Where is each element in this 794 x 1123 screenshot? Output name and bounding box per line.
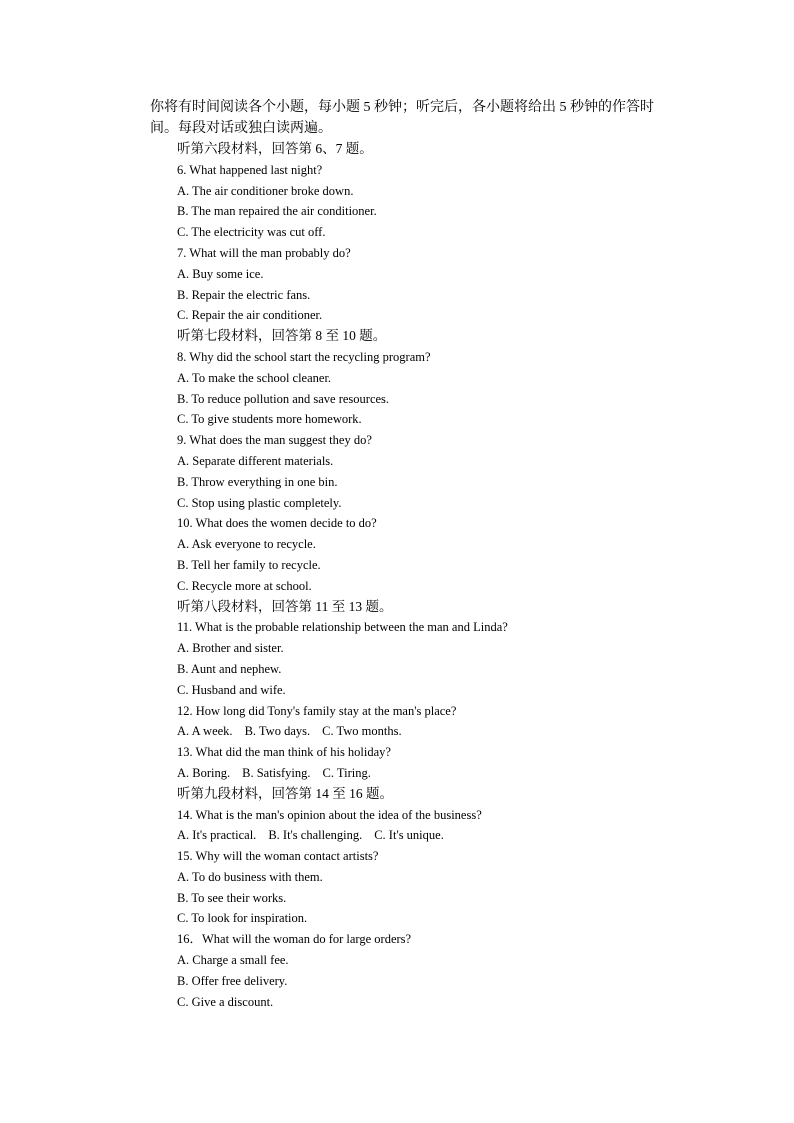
answer-option: C. Husband and wife. [177,682,286,697]
answer-option: B. Offer free delivery. [177,973,288,988]
section-heading: 听第九段材料，回答第 14 至 16 题。 [177,785,393,801]
question-text: 12. How long did Tony's family stay at the man's place? [177,703,457,718]
answer-option: C. Recycle more at school. [177,578,312,593]
answer-option: B. Throw everything in one bin. [177,474,338,489]
question-text: 13. What did the man think of his holiday? [177,745,391,760]
answer-option: C. Stop using plastic completely. [177,495,342,510]
answer-option: B. Tell her family to recycle. [177,557,321,572]
answer-option: B. It's challenging. [268,828,363,843]
question-text: 16．What will the woman do for large orders? [177,932,412,947]
answer-options-row [177,825,717,846]
question-text: 7. What will the man probably do? [177,245,351,260]
answer-option: A. Charge a small fee. [177,953,289,968]
answer-option: A. Ask everyone to recycle. [177,537,316,552]
answer-option: C. Tiring. [322,765,371,780]
answer-option: B. To see their works. [177,890,287,905]
question-text: 11. What is the probable relationship between the man and Linda? [177,620,508,635]
question-list [177,139,717,1012]
answer-option: B. Repair the electric fans. [177,287,311,302]
answer-option: C. The electricity was cut off. [177,225,326,240]
answer-option: A. Buy some ice. [177,266,264,281]
answer-option: C. It's unique. [374,828,444,843]
answer-option: C. To look for inspiration. [177,911,308,926]
section-heading: 听第七段材料，回答第 8 至 10 题。 [177,328,387,344]
answer-option: A. The air conditioner broke down. [177,183,354,198]
answer-option: A. A week. [177,724,233,739]
answer-option: B. Aunt and nephew. [177,661,282,676]
answer-option: C. Repair the air conditioner. [177,308,323,323]
answer-option: C. Two months. [322,724,402,739]
answer-option: B. To reduce pollution and save resources. [177,391,390,406]
section-heading: 听第六段材料，回答第 6、7 题。 [177,141,373,156]
answer-option: C. Give a discount. [177,994,274,1009]
question-text: 6. What happened last night? [177,162,323,177]
question-text: 14. What is the man's opinion about the idea of the business? [177,807,482,822]
answer-option: A. Brother and sister. [177,641,284,656]
answer-options-row [177,763,717,784]
answer-option: A. To make the school cleaner. [177,370,332,385]
answer-option: A. To do business with them. [177,869,323,884]
answer-options-row [177,721,717,742]
answer-option: A. Boring. [177,765,231,780]
instructions-paragraph: 你将有时间阅读各个小题，每小题 5 秒钟；听完后，各小题将给出 5 秒钟的作答时间。每段对话或独白读两遍。 [150,100,654,136]
question-text: 9. What does the man suggest they do? [177,433,372,448]
answer-option: A. Separate different materials. [177,453,334,468]
answer-option: B. Two days. [244,724,311,739]
question-text: 10. What does the women decide to do? [177,516,377,531]
section-heading: 听第八段材料，回答第 11 至 13 题。 [177,598,393,614]
answer-option: A. It's practical. [177,828,257,843]
answer-option: C. To give students more homework. [177,412,362,427]
answer-option: B. The man repaired the air conditioner. [177,204,377,219]
answer-option: B. Satisfying. [242,765,311,780]
question-text: 15. Why will the woman contact artists? [177,849,379,864]
question-text: 8. Why did the school start the recycling program? [177,349,431,364]
